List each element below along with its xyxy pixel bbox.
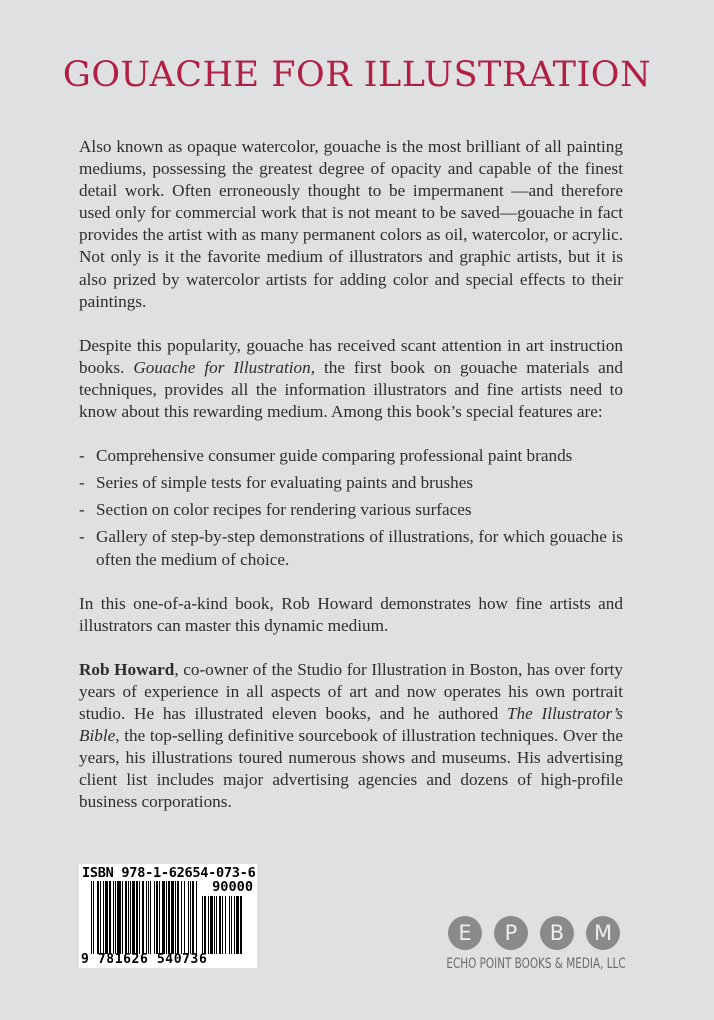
feature-item: - Gallery of step-by-step demonstrations of illustrations, for which gouache is often the medium of choice.	[79, 526, 623, 570]
barcode-bar	[122, 881, 123, 954]
summary-paragraph: In this one-of-a-kind book, Rob Howard demonstrates how fine artists and illustrators can master this dynamic medium.	[79, 593, 623, 635]
features-list	[79, 445, 623, 570]
barcode-bar	[139, 881, 140, 954]
barcode-bar	[231, 896, 232, 954]
barcode-bar	[105, 881, 108, 954]
barcode-bar	[97, 881, 99, 954]
barcode-bar	[125, 881, 127, 954]
feature-item: - Comprehensive consumer guide comparing professional paint brands	[79, 445, 623, 467]
barcode-bar	[229, 896, 230, 954]
barcode-bar	[208, 896, 209, 954]
barcode-bar	[128, 881, 129, 954]
price-addon-bars-icon	[202, 896, 252, 954]
barcode-bar	[222, 896, 223, 954]
barcode-bar	[162, 881, 165, 954]
barcode-bar	[142, 881, 144, 954]
ean-digits: 9 781626 540736	[81, 952, 208, 967]
author-bio-text-1: , co-owner of the Studio for Illustration in Boston, has over forty years of experience in all aspects of art and now operates his own portrait studio. He has illustrated eleven books, and he authored	[79, 659, 623, 723]
barcode-bar	[93, 881, 94, 954]
barcode-bar	[115, 881, 116, 954]
author-name: Rob Howard	[79, 659, 175, 679]
barcode-bar	[100, 881, 101, 954]
barcode-bar	[166, 881, 167, 954]
barcode-bar	[132, 881, 135, 954]
book-title: GOUACHE FOR ILLUSTRATION	[62, 55, 652, 95]
barcode-bar	[214, 896, 215, 954]
isbn-barcode	[79, 864, 257, 968]
author-bio-paragraph	[79, 659, 623, 814]
barcode-bar	[225, 896, 226, 954]
barcode-bar	[109, 881, 111, 954]
feature-item: - Series of simple tests for evaluating paints and brushes	[79, 472, 623, 494]
barcode-bar	[240, 896, 242, 954]
barcode-bar	[130, 881, 131, 954]
author-bio-text-2: , the top-selling definitive sourcebook of illustration techniques. Over the years, his illustrations toured numerous shows and museums. His advertising client list includes major advertising agencies and dozens of high-profile business corporations.	[79, 726, 623, 812]
barcode-bar	[236, 896, 239, 954]
barcode-bar	[154, 881, 155, 954]
ean-bars-icon	[91, 881, 197, 954]
popularity-text-before: Despite this popularity, gouache has received scant attention in art instruction books.	[79, 335, 623, 377]
popularity-paragraph	[79, 335, 623, 423]
barcode-bar	[196, 881, 197, 954]
barcode-bar	[148, 881, 149, 954]
barcode-bar	[156, 881, 158, 954]
barcode-bar	[159, 881, 160, 954]
feature-item: - Section on color recipes for rendering various surfaces	[79, 499, 623, 521]
barcode-bar	[168, 881, 170, 954]
barcode-bar	[146, 881, 147, 954]
barcode-bar	[177, 881, 179, 954]
barcode-bar	[103, 881, 104, 954]
barcode-bar	[210, 896, 213, 954]
barcode-bar	[171, 881, 174, 954]
barcode-bar	[150, 881, 151, 954]
logo-letter-e: E	[448, 916, 482, 950]
publisher-name: ECHO POINT BOOKS & MEDIA, LLC	[446, 954, 626, 972]
barcode-bar	[202, 896, 203, 954]
logo-circles	[448, 916, 624, 952]
price-code: 90000	[212, 879, 253, 895]
back-cover-copy	[79, 136, 623, 835]
isbn-label: ISBN 978-1-62654-073-6	[82, 865, 256, 881]
barcode-bar	[219, 896, 221, 954]
logo-letter-m: M	[586, 916, 620, 950]
publisher-logo	[448, 916, 624, 976]
intro-paragraph: Also known as opaque watercolor, gouache is the most brilliant of all painting mediums, possessing the greatest degree of opacity and capable of the finest detail work. Often erroneously thought to be impermanent —and therefore used only for commercial work that is not meant to be saved—gouache in fact provides the artist with as many permanent colors as oil, watercolor, or acrylic. Not only is it the favorite medium of illustrators and graphic artists, but it is also prized by watercolor artists for adding color and special effects to their paintings.	[79, 137, 623, 311]
barcode-bar	[204, 896, 206, 954]
barcode-bar	[175, 881, 176, 954]
barcode-bar	[117, 881, 121, 954]
barcode-bar	[181, 881, 182, 954]
barcode-bar	[234, 896, 235, 954]
barcode-bar	[188, 881, 189, 954]
barcode-bar	[216, 896, 217, 954]
book-title-italic: Gouache for Illustration	[133, 357, 311, 377]
illustrators-bible-title: The Illustrator’s Bible	[79, 703, 623, 746]
barcode-bar	[192, 881, 194, 954]
barcode-bar	[190, 881, 191, 954]
barcode-bar	[184, 881, 185, 954]
barcode-bar	[113, 881, 114, 954]
barcode-bar	[91, 881, 92, 954]
logo-letter-p: P	[494, 916, 528, 950]
barcode-bar	[136, 881, 138, 954]
popularity-text-after: , the first book on gouache materials and techniques, provides all the information illustrators and fine artists need to know about this rewarding medium. Among this book’s special features are:	[79, 357, 623, 422]
logo-letter-b: B	[540, 916, 574, 950]
